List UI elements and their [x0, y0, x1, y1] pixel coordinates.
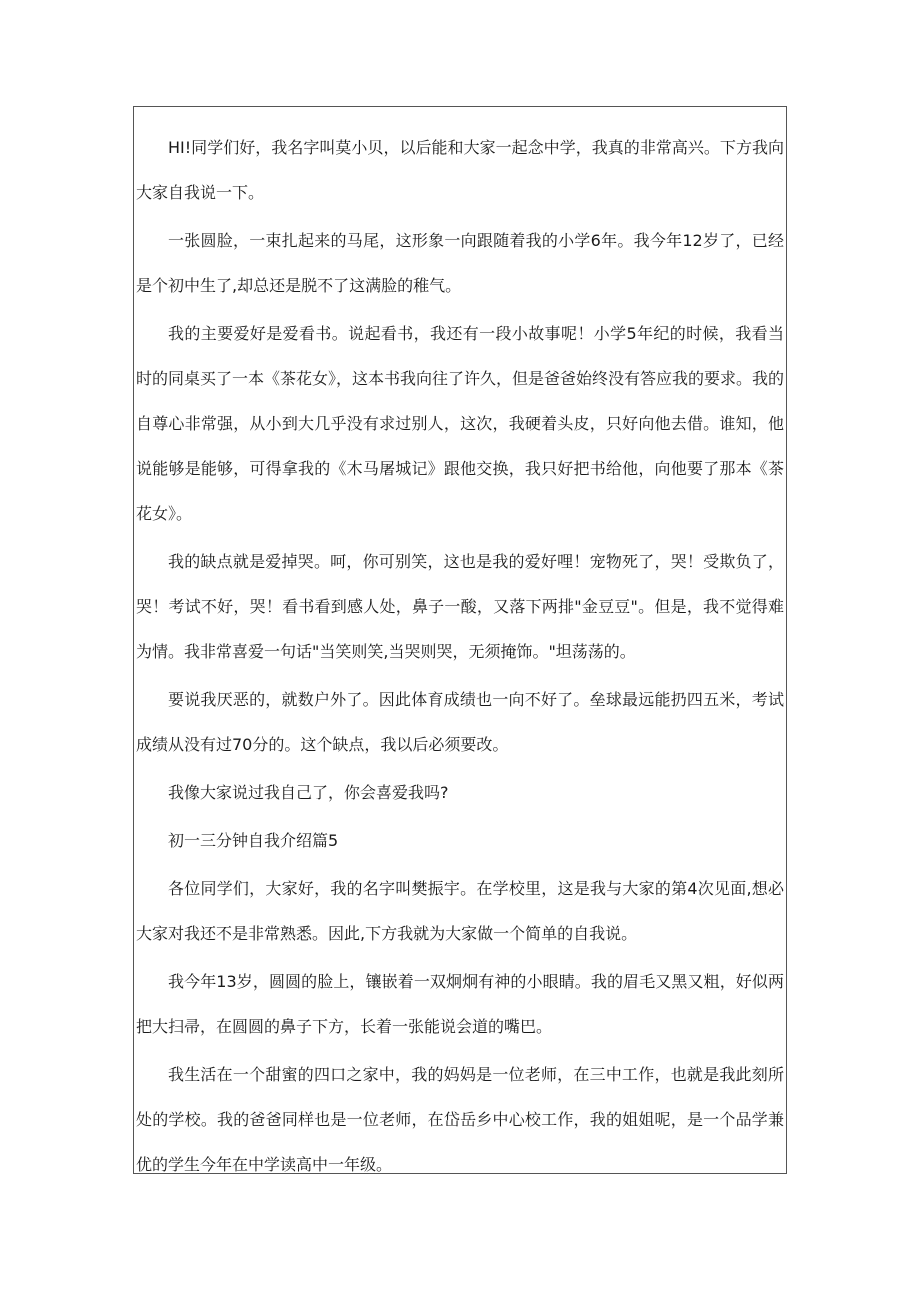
paragraph: 各位同学们，大家好，我的名字叫樊振宇。在学校里，这是我与大家的第4次见面,想必大家对我还不是非常熟悉。因此,下方我就为大家做一个简单的自我说。	[136, 879, 784, 943]
paragraph: HI!同学们好，我名字叫莫小贝，以后能和大家一起念中学，我真的非常高兴。下方我向大家自我说一下。	[136, 138, 784, 202]
paragraph: 我像大家说过我自己了，你会喜爱我吗?	[168, 783, 449, 802]
paragraph: 一张圆脸，一束扎起来的马尾，这形象一向跟随着我的小学6年。我今年12岁了，已经是个初中生了,却总还是脱不了这满脸的稚气。	[136, 231, 784, 295]
document-body	[134, 125, 786, 1190]
paragraph: 我的主要爱好是爱看书。说起看书，我还有一段小故事呢！小学5年纪的时候，我看当时的同桌买了一本《茶花女》，这本书我向往了许久，但是爸爸始终没有答应我的要求。我的自尊心非常强，从小到大几乎没有求过别人，这次，我硬着头皮，只好向他去借。谁知，他说能够是能够，可得拿我的《木马屠城记》跟他交换，我只好把书给他，向他要了那本《茶花女》。	[136, 324, 785, 523]
paragraph: 我今年13岁，圆圆的脸上，镶嵌着一双炯炯有神的小眼睛。我的眉毛又黑又粗，好似两把大扫帚，在圆圆的鼻子下方，长着一张能说会道的嘴巴。	[136, 972, 784, 1036]
paragraph: 我的缺点就是爱掉哭。呵，你可别笑，这也是我的爱好哩！宠物死了，哭！受欺负了，哭！考试不好，哭！看书看到感人处，鼻子一酸，又落下两排"金豆豆"。但是，我不觉得难为情。我非常喜爱一句话"当笑则笑,当哭则哭，无须掩饰。"坦荡荡的。	[136, 552, 784, 661]
section-heading: 初一三分钟自我介绍篇5	[168, 831, 339, 850]
document-page	[133, 106, 787, 1174]
paragraph: 要说我厌恶的，就数户外了。因此体育成绩也一向不好了。垒球最远能扔四五米，考试成绩从没有过70分的。这个缺点，我以后必须要改。	[136, 690, 784, 754]
paragraph: 我生活在一个甜蜜的四口之家中，我的妈妈是一位老师，在三中工作，也就是我此刻所处的学校。我的爸爸同样也是一位老师，在岱岳乡中心校工作，我的姐姐呢，是一个品学兼优的学生今年在中学读高中一年级。	[136, 1065, 784, 1174]
